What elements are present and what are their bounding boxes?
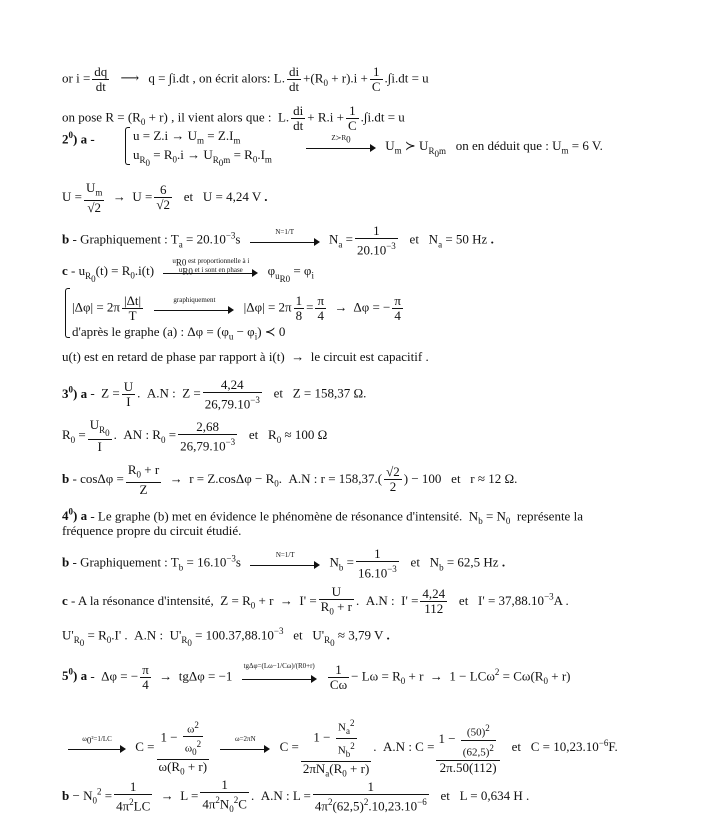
line-3c: $u_{R_0} = R_0.i \to U_{R_0m} = R_0.I_m$: [133, 147, 272, 168]
line-2: on pose $R = (R_0 + r)$ , il vient alors que : L. $\frac{di}{dt}$ + R.i + $\frac{1}{C}$ .∫i.dt = u: [62, 103, 405, 133]
line-15: b - Graphiquement : $T_b = 16.10^{-3}s$ N=1/T $N_b$ = $\frac{1}{16.10^{-3}}$ et $N_b = 62,5$ Hz .: [62, 546, 506, 581]
line-3b: $u = Z.i \to U_m = Z.I_m$: [133, 128, 241, 146]
section-2a-label: $2^0$) a -: [62, 130, 95, 147]
brace: [65, 288, 70, 338]
line-8: d'après le graphe (a) : $\Delta\varphi = (\varphi_u - \varphi_i)$ ≺ 0: [72, 324, 286, 342]
line-9: u(t) est en retard de phase par rapport à i(t) → le circuit est capacitif .: [62, 349, 429, 364]
brace: [125, 127, 130, 165]
line-10: $3^0$) a - Z = $\frac{U}{I}$ . A.N : Z = $\frac{4,24}{26,79.10^{-3}}$ et Z = 158,37 Ω.: [62, 377, 367, 412]
line-6: $c - u_{R_0}(t) = R_0.i(t)$ $u_{R0}$ est proportionnelle à i $u_{R0}$ et i sont en phase $\varphi_{u_{R0}} = \varphi_i$: [62, 257, 314, 284]
line-13: $4^0$) a - Le graphe (b) met en évidence le phénomène de résonance d'intensité. $N_b = N_0$ représente la: [62, 507, 583, 526]
line-7: |Δφ| = 2π $\frac{|\Delta t|}{T}$ graphiquement |Δφ| = 2π $\frac{1}{8}$ = $\frac{\pi}{4}$ → Δφ = − $\frac{\pi}{4}$: [72, 293, 401, 323]
line-18: $5^0$) a - Δφ = − $\frac{\pi}{4}$ → tgΔφ = −1 tgΔφ=(Lω−1/Cω)/(R0+r) $\frac{1}{C\omega}$ − $L\omega = R_0 + r \to 1 - LC\omega^2 = C\omega(R_0 + r)$: [62, 661, 571, 692]
line-4: U = $\frac{U_m}{√2}$ → U = $\frac{6}{√2}$ et U = 4,24 V .: [62, 180, 268, 215]
line-14: fréquence propre du circuit étudié.: [62, 523, 242, 538]
line-5: b - Graphiquement : $T_a = 20.10^{-3}s$ N=1/T $N_a$ = $\frac{1}{20.10^{-3}}$ et $N_a = 50$ Hz .: [62, 223, 494, 258]
line-19: $\omega_0^2=1/LC$ C = 1 − $\frac{\omega^2}{\omega_0^2}$ $\omega(R_0 + r)$ ω=2πN C = 1 − $\frac{N_a^2}{N_b^2}$ $2\pi N_a(R_0 + r)$ . A.N : C = 1 − $\frac{(50)^2}{(62,5)^2}$ 2π.50(112) et $C = 10,23.10^{-6}F$.: [62, 716, 618, 780]
line-17: $U'_{R_0} = R_0.I'$ . A.N : $U'_{R_0} = 100.37,88.10^{-3}$ et $U'_{R_0} \approx 3,79$ V .: [62, 626, 390, 648]
line-1: or i = $\frac{dq}{dt}$ ⟶ q = ∫i.dt , on écrit alors: L. $\frac{di}{dt}$ $+(R_0 + r).i$ + $\frac{1}{C}$ .∫i.dt = u: [62, 64, 429, 94]
line-20: $b - N_0^2$ = $\frac{1}{4\pi^2LC}$ → L = $\frac{1}{4\pi^2N_0^2C}$ . A.N : L = $\frac{1}{4\pi^2(62,5)^2.10,23.10^{-6}}$ et L = 0,634 H .: [62, 777, 530, 814]
line-3d: $Z≻R_0$ $U_m$ ≻ $U_{R_0m}$ on en déduit que : $U_m = 6$ V.: [300, 138, 603, 161]
line-16: c - A la résonance d'intensité, $Z = R_0 + r \to I'$ = $\frac{U}{R_0 + r}$ . A.N : I' = $\frac{4,24}{112}$ et $I' = 37,88.10^{-3}A$ .: [62, 584, 569, 617]
line-12: b - cosΔφ = $\frac{R_0 + r}{Z}$ → $r = Z.\cos\Delta\varphi - R_0$. A.N : r = 158,37.( $\frac{√2}{2}$ ) − 100 et r ≈ 12 Ω.: [62, 462, 518, 497]
line-11: $R_0$ = $\frac{U_{R_0}}{I}$ . AN : $R_0$ = $\frac{2,68}{26,79.10^{-3}}$ et $R_0 \approx 100$ Ω: [62, 417, 328, 455]
